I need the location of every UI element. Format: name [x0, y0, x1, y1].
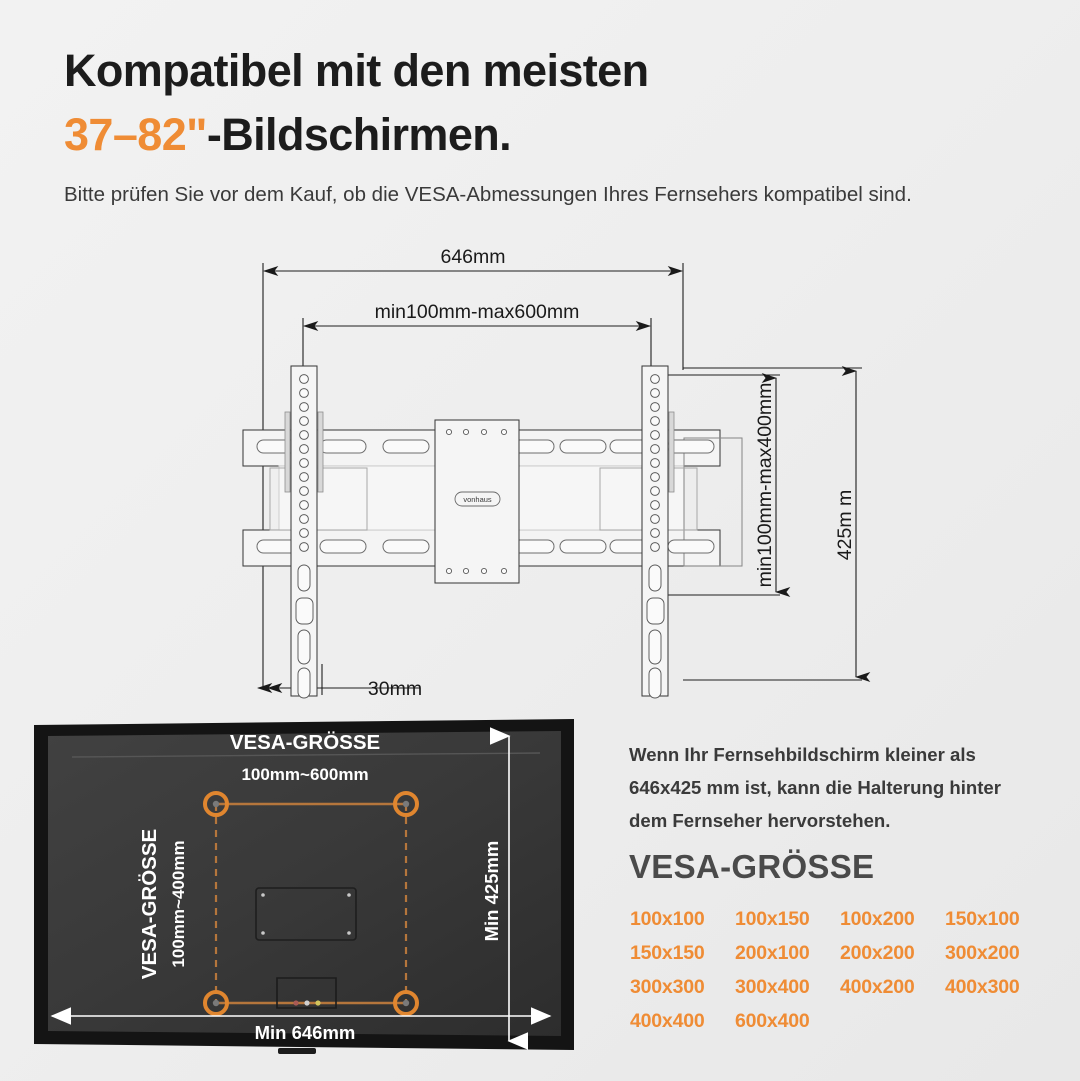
vesa-size-item: 100x100	[630, 908, 705, 930]
tv-top-value: 100mm~600mm	[241, 765, 369, 784]
vesa-size-item: 400x400	[630, 1010, 705, 1032]
dim-mount-height-range: min100mm-max400mm	[754, 382, 776, 588]
dim-mount-width-range: min100mm-max600mm	[374, 301, 580, 323]
page-title-line1: Kompatibel mit den meisten	[64, 45, 649, 96]
compatibility-note-line1: Wenn Ihr Fernsehbildschirm kleiner als	[629, 744, 976, 765]
vesa-size-item: 300x300	[630, 976, 705, 998]
vesa-size-item: 400x200	[840, 976, 915, 998]
vesa-size-item: 150x150	[630, 942, 705, 964]
brand-logo: vonhaus	[463, 495, 492, 504]
page-title-line2-rest: -Bildschirmen.	[206, 109, 512, 160]
dim-overall-width: 646mm	[440, 246, 506, 268]
compatibility-note-line3: dem Fernseher hervorstehen.	[629, 810, 891, 832]
vesa-size-item: 150x100	[945, 908, 1020, 930]
left-vertical-arm	[285, 366, 323, 698]
compatibility-note-line2: 646x425 mm ist, kann die Halterung hinter	[629, 777, 1002, 799]
mount-technical-drawing	[0, 240, 1080, 720]
tv-vesa-diagram	[28, 716, 608, 1061]
vesa-size-item: 600x400	[735, 1010, 810, 1032]
vesa-size-list	[630, 908, 1050, 1033]
page-title-line2	[64, 108, 964, 163]
center-plate	[435, 420, 519, 583]
vesa-size-item: 100x200	[840, 908, 915, 930]
subtitle-text: Bitte prüfen Sie vor dem Kauf, ob die VESA-Abmessungen Ihres Fernsehers kompatibel sind.	[64, 183, 912, 206]
vesa-size-item: 100x150	[735, 908, 810, 930]
vesa-size-item: 300x200	[945, 942, 1020, 964]
vesa-size-item: 200x100	[735, 942, 810, 964]
vesa-size-heading: VESA-GRÖSSE	[629, 848, 875, 885]
tv-side-label: VESA-GRÖSSE	[138, 828, 161, 980]
tv-width-label: Min 646mm	[254, 1022, 356, 1043]
vesa-size-item: 300x400	[735, 976, 810, 998]
compatibility-note	[629, 738, 1029, 837]
dim-depth: 30mm	[367, 678, 423, 700]
tv-height-label: Min 425mm	[481, 840, 502, 942]
screen-size-range: 37–82"	[64, 109, 207, 160]
vesa-size-item: 400x300	[945, 976, 1020, 998]
vesa-size-item: 200x200	[840, 942, 915, 964]
tv-side-value: 100mm~400mm	[169, 840, 188, 968]
tv-top-label: VESA-GRÖSSE	[229, 731, 381, 754]
dim-overall-height: 425m m	[834, 489, 856, 561]
